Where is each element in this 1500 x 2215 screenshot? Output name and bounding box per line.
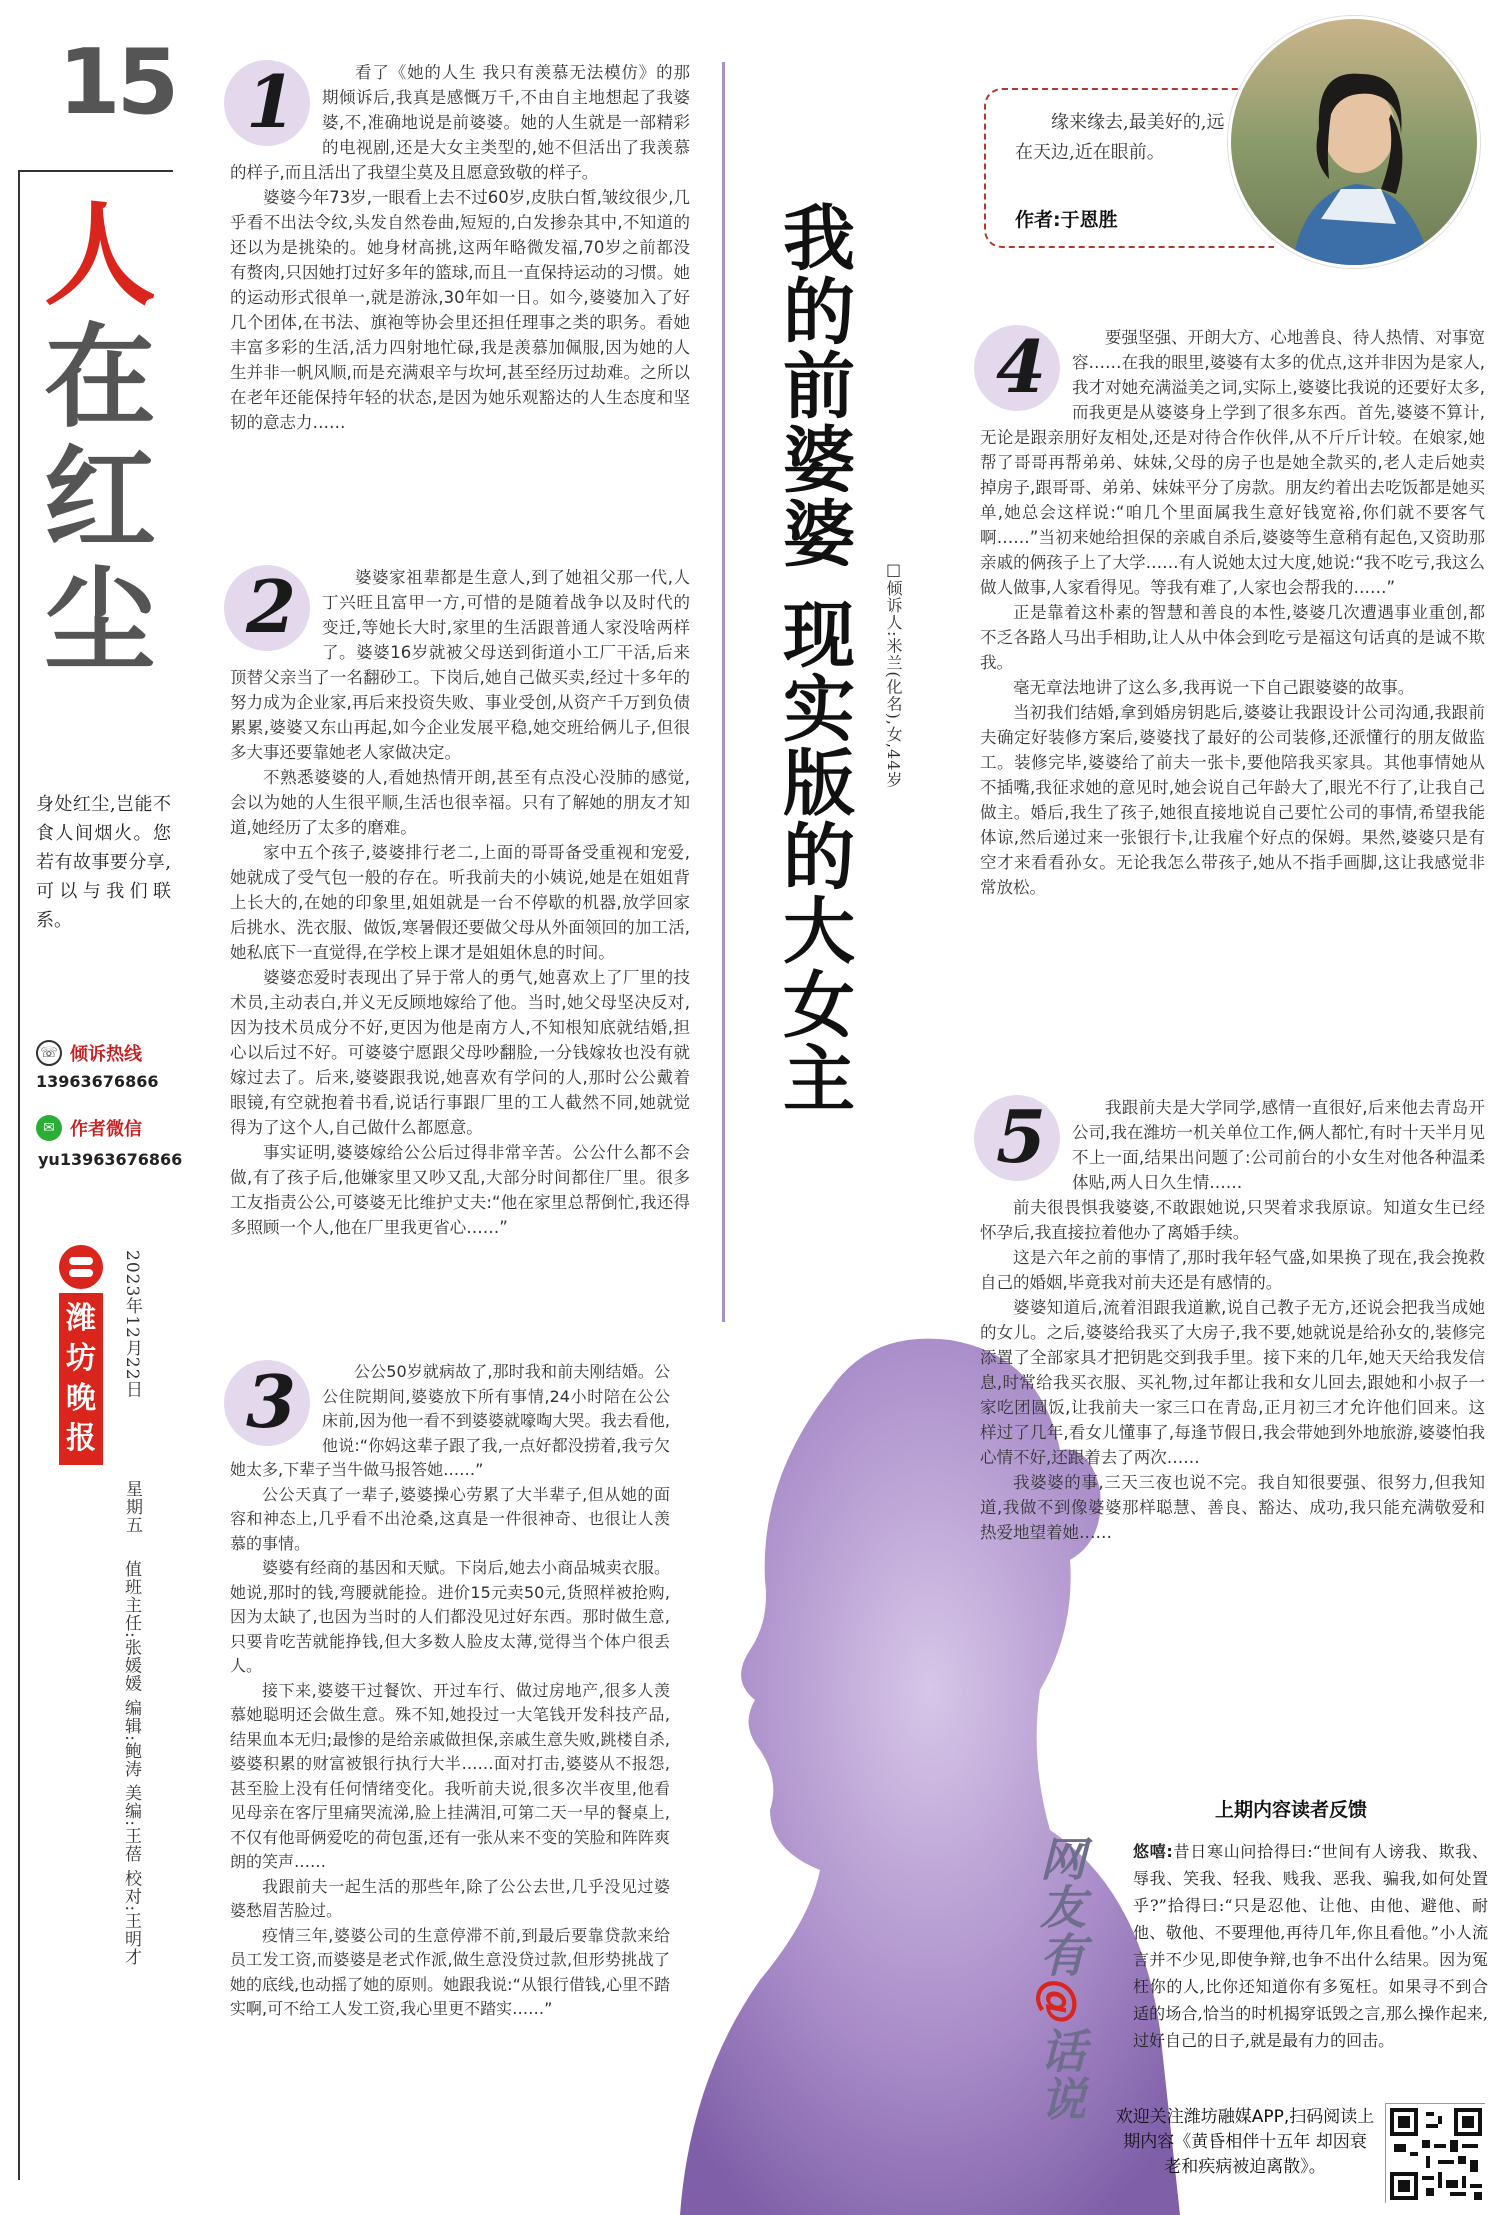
narrator-credit: □倾诉人:米兰(化名),女,44岁 <box>884 560 903 789</box>
scan-prompt: 欢迎关注潍坊融媒APP,扫码阅读上期内容《黄昏相伴十五年 却因衰老和疾病被迫离散》。 <box>1115 2107 1375 2177</box>
column-title-char: 尘 <box>44 556 156 687</box>
paragraph: 我跟前夫是大学同学,感情一直很好,后来他去青岛开公司,我在潍坊一机关单位工作,俩人都忙,有时十天半月见不上一面,结果出问题了:公司前台的小女生对他各种温柔体贴,两人日久生情…… <box>1072 1098 1485 1192</box>
section-number: 2 <box>246 564 297 649</box>
column-title-char: 在 <box>44 312 156 443</box>
paragraph: 事实证明,婆婆嫁给公公后过得非常辛苦。公公什么都不会做,有了孩子后,他嫌家里又吵又乱,大部分时间都住厂里。很多工友指责公公,可婆婆无比维护丈夫:“他在家里总帮倒忙,我还得多照顾一个人,他在厂里我更省心……” <box>230 1143 690 1237</box>
newspaper-logo <box>56 1245 106 1465</box>
paragraph: 接下来,婆婆干过餐饮、开过车行、做过房地产,很多人羡慕她聪明还会做生意。殊不知,她投过一大笔钱开发科技产品,结果血本无归;最惨的是给亲戚做担保,亲戚生意失败,跳楼自杀,婆婆积累的财富被银行执行大半……面对打击,婆婆从不报怨,甚至脸上没有任何情绪变化。我听前夫说,很多次半夜里,他看见母亲在客厅里痛哭流涕,脸上挂满泪,可第二天一早的餐桌上,不仅有他哥俩爱吃的荷包蛋,还有一张从来不变的笑脸和阵阵爽朗的笑声…… <box>230 1680 670 1871</box>
section-number: 5 <box>996 1094 1047 1179</box>
author-portrait-icon <box>1231 19 1480 268</box>
section-number-badge <box>224 1360 310 1446</box>
wechat-icon: ✉ <box>36 1115 62 1141</box>
paragraph: 当初我们结婚,拿到婚房钥匙后,婆婆让我跟设计公司沟通,我跟前夫确定好装修方案后,婆婆找了最好的公司装修,还派懂行的朋友做监工。装修完毕,婆婆给了前夫一张卡,要他陪我买家具。其他事情她从不插嘴,我征求她的意见时,她会说自己年龄大了,眼光不行了,让我自己做主。婚后,我生了孩子,她很直接地说自己要忙公司的事情,希望我能体谅,然后递过来一张银行卡,让我雇个好点的保姆。果然,婆婆只是有空才来看看孙女。无论我怎么带孩子,她从不指手画脚,这让我感觉非常放松。 <box>980 703 1485 897</box>
paragraph: 疫情三年,婆婆公司的生意停滞不前,到最后要靠贷款来给员工发工资,而婆婆是老式作派,做生意没贷过款,但形势挑战了她的底线,也动摇了她的原则。她跟我说:“从银行借钱,心里不踏实啊,可不给工人发工资,我心里更不踏实……” <box>230 1925 670 2018</box>
newspaper-logo-icon <box>59 1245 103 1289</box>
paragraph: 正是靠着这朴素的智慧和善良的本性,婆婆几次遭遇事业重创,都不乏各路人马出手相助,让人从中体会到吃亏是福这句话真的是诚不欺我。 <box>980 603 1485 672</box>
paragraph: 婆婆知道后,流着泪跟我道歉,说自己教子无方,还说会把我当成她的女儿。之后,婆婆给我买了大房子,我不要,她就说是给孙女的,装修完添置了全部家具才把钥匙交到我手里。接下来的几年,她天天给我发信息,时常给我买衣服、买礼物,过年都让我和女儿回去,跟她和小叔子一家吃团圆饭,让我前夫一家三口在青岛,正月初三才允许他们回来。这样过了几年,看女儿懂事了,每逢节假日,我会带她到外地旅游,婆婆怕我心情不好,还跟着去了两次…… <box>980 1298 1485 1467</box>
column-intro: 身处红尘,岂能不食人间烟火。您若有故事要分享,可以与我们联系。 <box>36 794 171 931</box>
paragraph: 婆婆家祖辈都是生意人,到了她祖父那一代,人丁兴旺且富甲一方,可惜的是随着战争以及时代的变迁,等她长大时,家里的生活跟普通人家没啥两样了。婆婆16岁就被父母送到街道小工厂干活,后来顶替父亲当了一名翻砂工。下岗后,她自己做买卖,经过十多年的努力成为企业家,再后来投资失败、事业受创,从资产千万到负债累累,婆婆又东山再起,如今企业发展平稳,她交班给俩儿子,但很多大事还要靠她老人家做决定。 <box>230 568 690 762</box>
hotline-label-text: 倾诉热线 <box>70 1044 142 1065</box>
headline: 我的前婆婆 现实版的大女主 <box>771 200 855 1116</box>
feedback-reader: 悠嘻: <box>1133 1842 1173 1861</box>
page-number: 15 <box>58 30 176 135</box>
paragraph: 看了《她的人生 我只有羡慕无法模仿》的那期倾诉后,我真是感慨万千,不由自主地想起了我婆婆,不,准确地说是前婆婆。她的人生就是一部精彩的电视剧,还是大女主类型的,她不但活出了我羡慕的样子,而且活出了我望尘莫及且愿意致敬的样子。 <box>230 63 690 182</box>
paragraph: 公公50岁就病故了,那时我和前夫刚结婚。公公住院期间,婆婆放下所有事情,24小时陪在公公床前,因为他一看不到婆婆就嚎啕大哭。我去看他,他说:“你妈这辈子跟了我,一点好都没捞着,我亏欠她太多,下辈子当牛做马报答她……” <box>230 1362 670 1479</box>
paragraph: 婆婆恋爱时表现出了异于常人的勇气,她喜欢上了厂里的技术员,主动表白,并义无反顾地嫁给了他。当时,她父母坚决反对,因为技术员成分不好,更因为他是南方人,不知根知底就结婚,担心以后过不好。可婆婆宁愿跟父母吵翻脸,一分钱嫁妆也没有就嫁过去了。后来,婆婆跟我说,她喜欢有学问的人,那时公公戴着眼镜,有空就抱着书看,说话行事跟厂里的工人截然不同,她就觉得为了这个人,自己做什么都愿意。 <box>230 968 690 1137</box>
paragraph: 这是六年之前的事情了,那时我年轻气盛,如果换了现在,我会挽救自己的婚姻,毕竟我对前夫还是有感情的。 <box>980 1248 1485 1292</box>
netizen-badge-char: 有 <box>1033 1931 1087 1979</box>
paragraph: 家中五个孩子,婆婆排行老二,上面的哥哥备受重视和宠爱,她就成了受气包一般的存在。听我前夫的小姨说,她是在姐姐背上长大的,在她的印象里,姐姐就是一台不停歇的机器,放学回家后挑水、洗衣服、做饭,寒暑假还要做父母从外面领回的加工活,她私底下一直觉得,在学校上课才是姐姐休息的时间。 <box>230 843 690 962</box>
hotline-number: 13963676866 <box>36 1072 159 1091</box>
author-byline: 作者:于恩胜 <box>1015 209 1118 231</box>
section-number-badge <box>224 565 310 651</box>
feedback-title: 上期内容读者反馈 <box>1215 1799 1368 1821</box>
feedback-body <box>1133 1838 1488 2054</box>
feedback-text: 昔日寒山问拾得曰:“世间有人谤我、欺我、辱我、笑我、轻我、贱我、恶我、骗我,如何处置乎?”拾得曰:“只是忍他、让他、由他、避他、耐他、敬他、不要理他,再待几年,你且看他。”小人流言并不少见,即使争辩,也争不出什么结果。因为冤枉你的人,比你还知道你有多冤枉。如果寻不到合适的场合,恰当的时机揭穿诋毁之言,那么操作起来,过好自己的日子,就是最有力的回击。 <box>1133 1842 1489 2050</box>
paragraph: 要强坚强、开朗大方、心地善良、待人热情、对事宽容……在我的眼里,婆婆有太多的优点,这并非因为是家人,我才对她充满溢美之词,实际上,婆婆比我说的还要好太多,而我更是从婆婆身上学到了很多东西。首先,婆婆不算计,无论是跟亲朋好友相处,还是对待合作伙伴,从不斤斤计较。在娘家,她帮了哥哥再帮弟弟、妹妹,父母的房子也是她全款买的,老人走后她卖掉房子,跟哥哥、弟弟、妹妹平分了房款。朋友约着出去吃饭都是她买单,她总会这样说:“咱几个里面属我生意好钱宽裕,你们就不要客气啊……”当初来她给担保的亲戚自杀后,婆婆等生意稍有起色,又资助那亲戚的俩孩子上了大学……有人说她太过大度,她说:“我不吃亏,我这么做人做事,人家看得见。等我有难了,人家也会帮我的……” <box>980 328 1485 597</box>
issue-weekday: 星期五 <box>122 1480 142 1534</box>
paragraph: 毫无章法地讲了这么多,我再说一下自己跟婆婆的故事。 <box>1013 678 1415 697</box>
paragraph: 前夫很畏惧我婆婆,不敢跟她说,只哭着求我原谅。知道女生已经怀孕后,我直接拉着他办了离婚手续。 <box>980 1198 1485 1242</box>
staff-credits: 值班主任:张媛媛 编辑:鲍涛 美编:王蓓 校对:王明才 <box>121 1560 141 1967</box>
column-title-char: 红 <box>44 434 156 565</box>
qr-code-icon[interactable] <box>1385 2103 1485 2203</box>
section-number-badge <box>974 1095 1060 1181</box>
wechat-label-text: 作者微信 <box>70 1119 142 1140</box>
netizen-badge-char: 网 <box>1033 1835 1087 1883</box>
section-3 <box>230 1360 670 2022</box>
wechat-id: yu13963676866 <box>38 1150 183 1169</box>
hotline-label <box>36 1040 142 1066</box>
section-4 <box>980 325 1485 900</box>
section-5 <box>980 1095 1485 1545</box>
column-title-char: 人 <box>44 190 156 321</box>
at-icon: @ <box>1033 1979 1087 2027</box>
wechat-label <box>36 1115 142 1141</box>
section-1 <box>230 60 690 435</box>
phone-icon: ☏ <box>36 1040 62 1066</box>
left-rail <box>8 0 183 2215</box>
netizen-badge-char: 话 <box>1033 2027 1087 2075</box>
author-quote: 缘来缘去,最美好的,远在天边,近在眼前。 <box>1015 112 1225 163</box>
issue-date: 2023年12月22日 <box>122 1250 142 1399</box>
paragraph: 我跟前夫一起生活的那些年,除了公公去世,几乎没见过婆婆愁眉苦脸过。 <box>230 1876 670 1920</box>
section-number-badge <box>974 325 1060 411</box>
netizen-badge-char: 说 <box>1033 2075 1087 2123</box>
section-number: 3 <box>246 1359 297 1444</box>
newspaper-brand: 潍坊晚报 <box>59 1293 103 1465</box>
section-number: 4 <box>996 324 1047 409</box>
section-number: 1 <box>246 59 297 144</box>
netizen-badge-char: 友 <box>1033 1883 1087 1931</box>
netizen-badge <box>1032 1835 1088 2123</box>
section-number-badge <box>224 60 310 146</box>
author-photo <box>1228 16 1480 268</box>
paragraph: 我婆婆的事,三天三夜也说不完。我自知很要强、很努力,但我知道,我做不到像婆婆那样聪慧、善良、豁达、成功,我只能充满敬爱和热爱地望着她…… <box>980 1473 1485 1542</box>
paragraph: 公公天真了一辈子,婆婆操心劳累了大半辈子,但从她的面容和神态上,几乎看不出沧桑,这真是一件很神奇、也很让人羡慕的事情。 <box>230 1484 670 1553</box>
paragraph: 婆婆今年73岁,一眼看上去不过60岁,皮肤白皙,皱纹很少,几乎看不出法令纹,头发自然卷曲,短短的,白发掺杂其中,不知道的还以为是挑染的。她身材高挑,这两年略微发福,70岁之前都没有赘肉,只因她打过好多年的篮球,而且一直保持运动的习惯。她的运动形式很单一,就是游泳,30年如一日。如今,婆婆加入了好几个团体,在书法、旗袍等协会里还担任理事之类的职务。看她丰富多彩的生活,活力四射地忙碌,我是羡慕加佩服,因为她的人生并非一帆风顺,而是充满艰辛与坎坷,甚至经历过劫难。之所以在老年还能保持年轻的状态,是因为她乐观豁达的人生态度和坚韧的意志力…… <box>230 188 690 432</box>
section-2 <box>230 565 690 1240</box>
paragraph: 婆婆有经商的基因和天赋。下岗后,她去小商品城卖衣服。她说,那时的钱,弯腰就能捡。进价15元卖50元,货照样被抢购,因为太缺了,也因为当时的人们都没见过好东西。那时做生意,只要肯吃苦就能挣钱,但大多数人脸皮太薄,觉得当个体户很丢人。 <box>230 1558 670 1675</box>
column-title <box>40 190 160 687</box>
column-divider <box>722 62 725 1322</box>
paragraph: 不熟悉婆婆的人,看她热情开朗,甚至有点没心没肺的感觉,会以为她的人生很平顺,生活也很幸福。只有了解她的朋友才知道,她经历了太多的磨难。 <box>230 768 690 837</box>
